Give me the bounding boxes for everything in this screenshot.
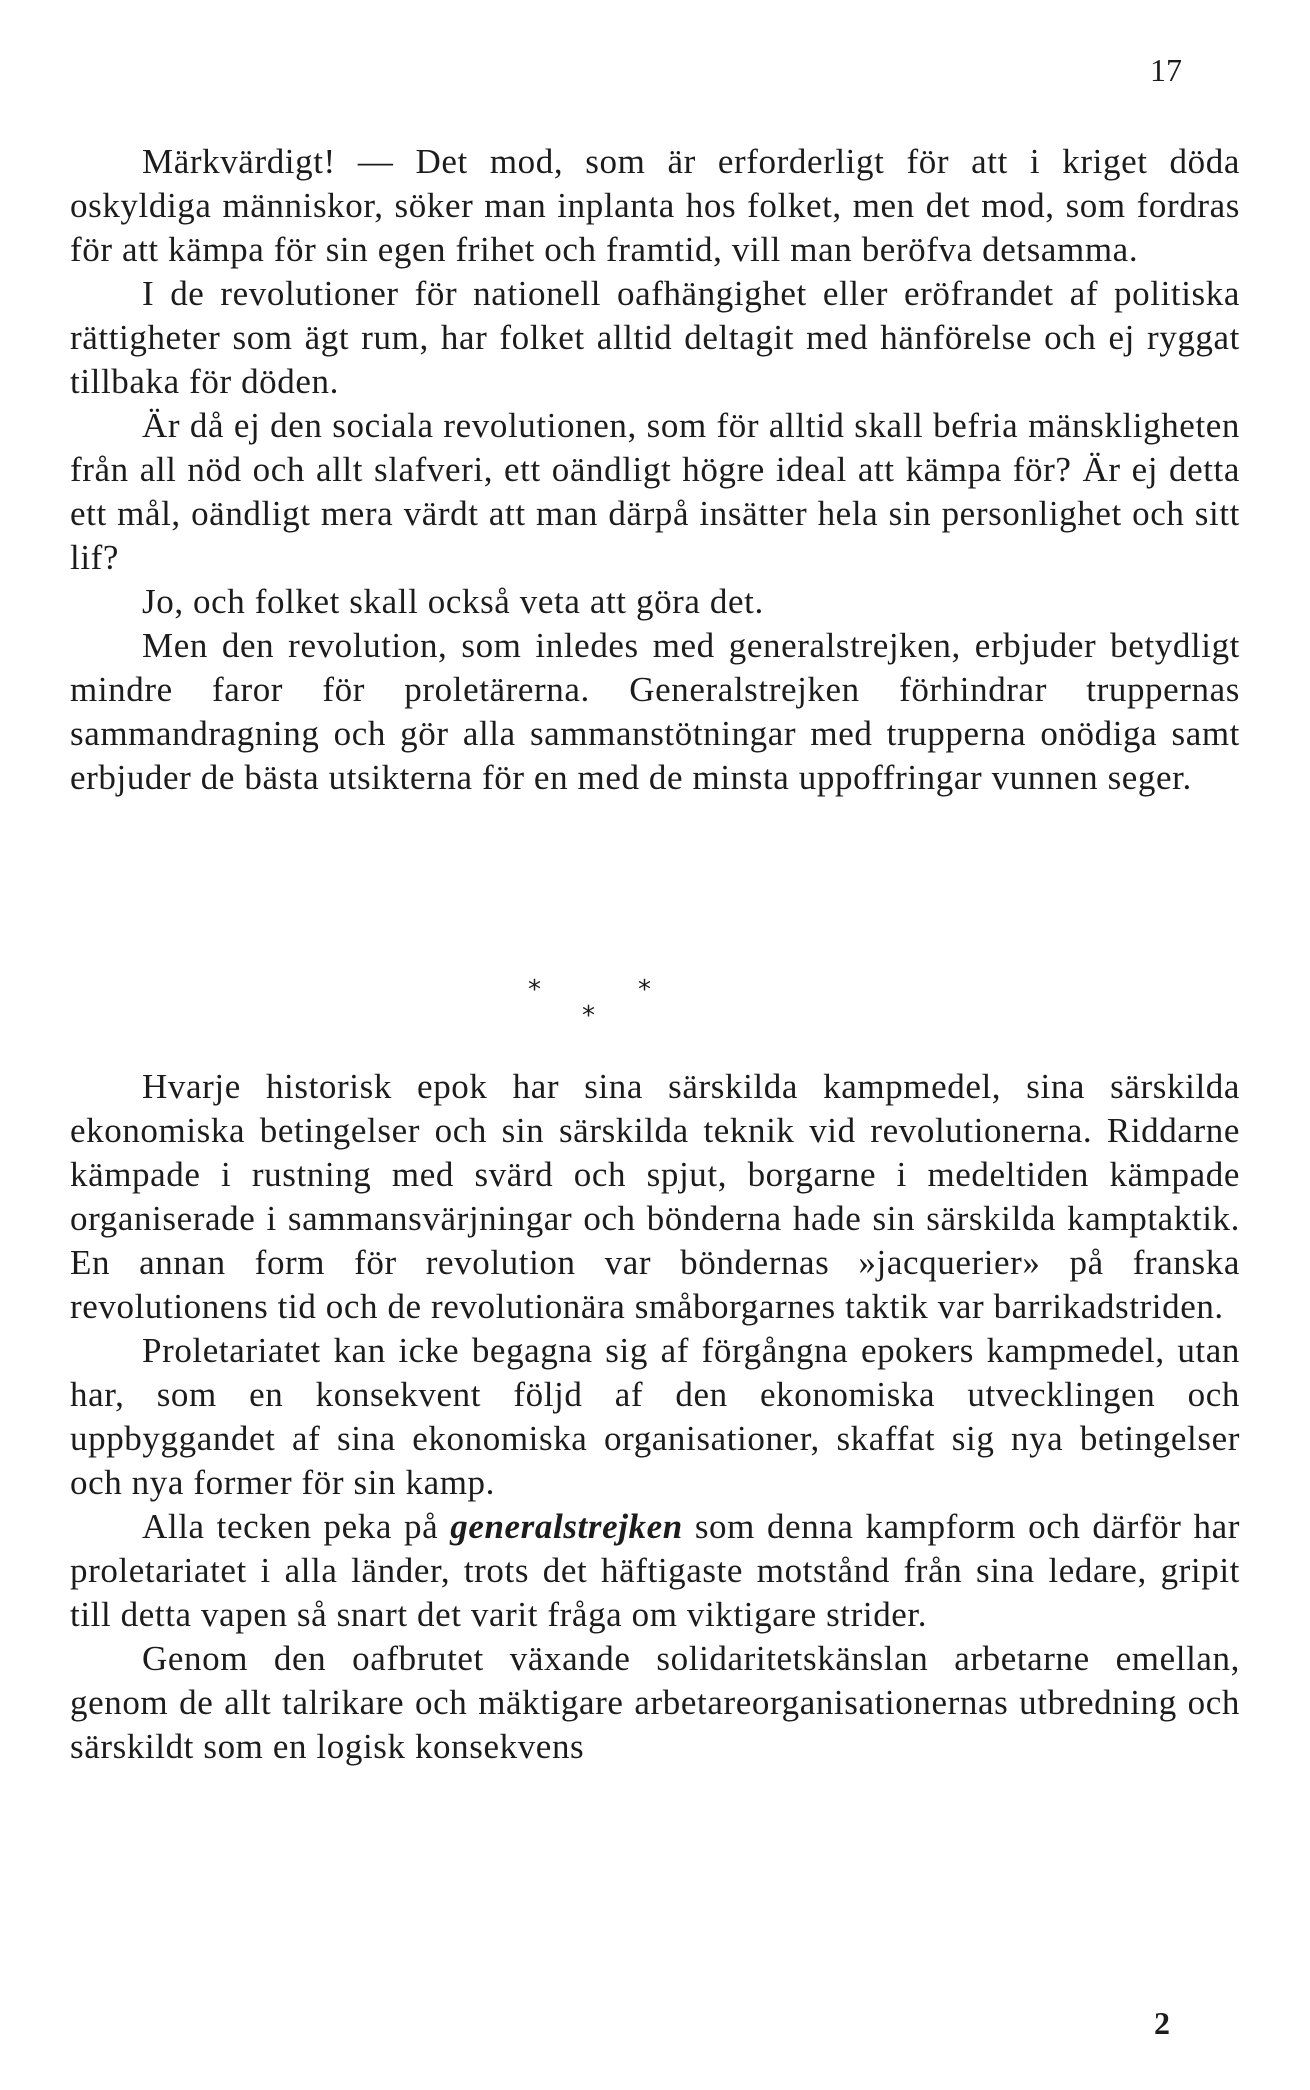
text-section-2 [70, 1065, 1240, 1769]
page-number: 17 [1150, 52, 1182, 88]
text-run: Alla tecken peka på [142, 1507, 451, 1546]
paragraph: Men den revolution, som inledes med generalstrejken, erbjuder betydligt mindre faror för proletärerna. Generalstrejken förhindrar truppernas sammandragning och gör alla sammanstötningar med trupperna onödiga samt erbjuder de bästa utsikterna för en med de minsta uppoffringar vunnen seger. [70, 626, 1240, 797]
signature-mark: 2 [1154, 2005, 1170, 2041]
paragraph: Är då ej den sociala revolutionen, som för alltid skall befria mänskligheten från all nöd och allt slafveri, ett oändligt högre ideal att kämpa för? Är ej detta ett mål, oändligt mera värdt att man därpå insätter hela sin personlighet och sitt lif? [70, 406, 1240, 577]
paragraph: Märkvärdigt! — Det mod, som är erforderligt för att i kriget döda oskyldiga människor, söker man inplanta hos folket, men det mod, som fordras för att kämpa för sin egen frihet och framtid, vill man beröfva detsamma. [70, 142, 1240, 269]
asterism-star: * [582, 1001, 595, 1031]
emphasized-term: generalstrejken [450, 1507, 683, 1546]
paragraph: I de revolutioner för nationell oafhängighet eller eröfrandet af politiska rättigheter som ägt rum, har folket alltid deltagit med hänförelse och ej ryggat tillbaka för döden. [70, 274, 1240, 401]
paragraph [70, 1505, 1240, 1637]
section-separator [0, 975, 1310, 1035]
text-section-1 [70, 140, 1240, 800]
paragraph: Jo, och folket skall också veta att göra det. [142, 582, 764, 621]
paragraph: Proletariatet kan icke begagna sig af förgångna epokers kampmedel, utan har, som en konsekvent följd af den ekonomiska utvecklingen och uppbyggandet af sina ekonomiska organisationer, skaffat sig nya betingelser och nya former för sin kamp. [70, 1331, 1240, 1502]
asterism-star: * [528, 975, 541, 1005]
paragraph: Hvarje historisk epok har sina särskilda kampmedel, sina särskilda ekonomiska betingelser och sin särskilda teknik vid revolutionerna. Riddarne kämpade i rustning med svärd och spjut, borgarne i medeltiden kämpade organiserade i sammansvärjningar och bönderna hade sin särskilda kamptaktik. En annan form för revolution var böndernas »jacquerier» på franska revolutionens tid och de revolutionära småborgarnes taktik var barrikadstriden. [70, 1067, 1240, 1326]
asterism-star: * [638, 975, 651, 1005]
text-run: som denna kampform och därför har proletariatet i alla länder, trots det häftigaste motstånd från sina ledare, gripit till detta vapen så snart det varit fråga om viktigare strider. [70, 1507, 1240, 1634]
paragraph: Genom den oafbrutet växande solidaritetskänslan arbetarne emellan, genom de allt talrikare och mäktigare arbetareorganisationernas utbredning och särskildt som en logisk konsekvens [70, 1639, 1240, 1766]
